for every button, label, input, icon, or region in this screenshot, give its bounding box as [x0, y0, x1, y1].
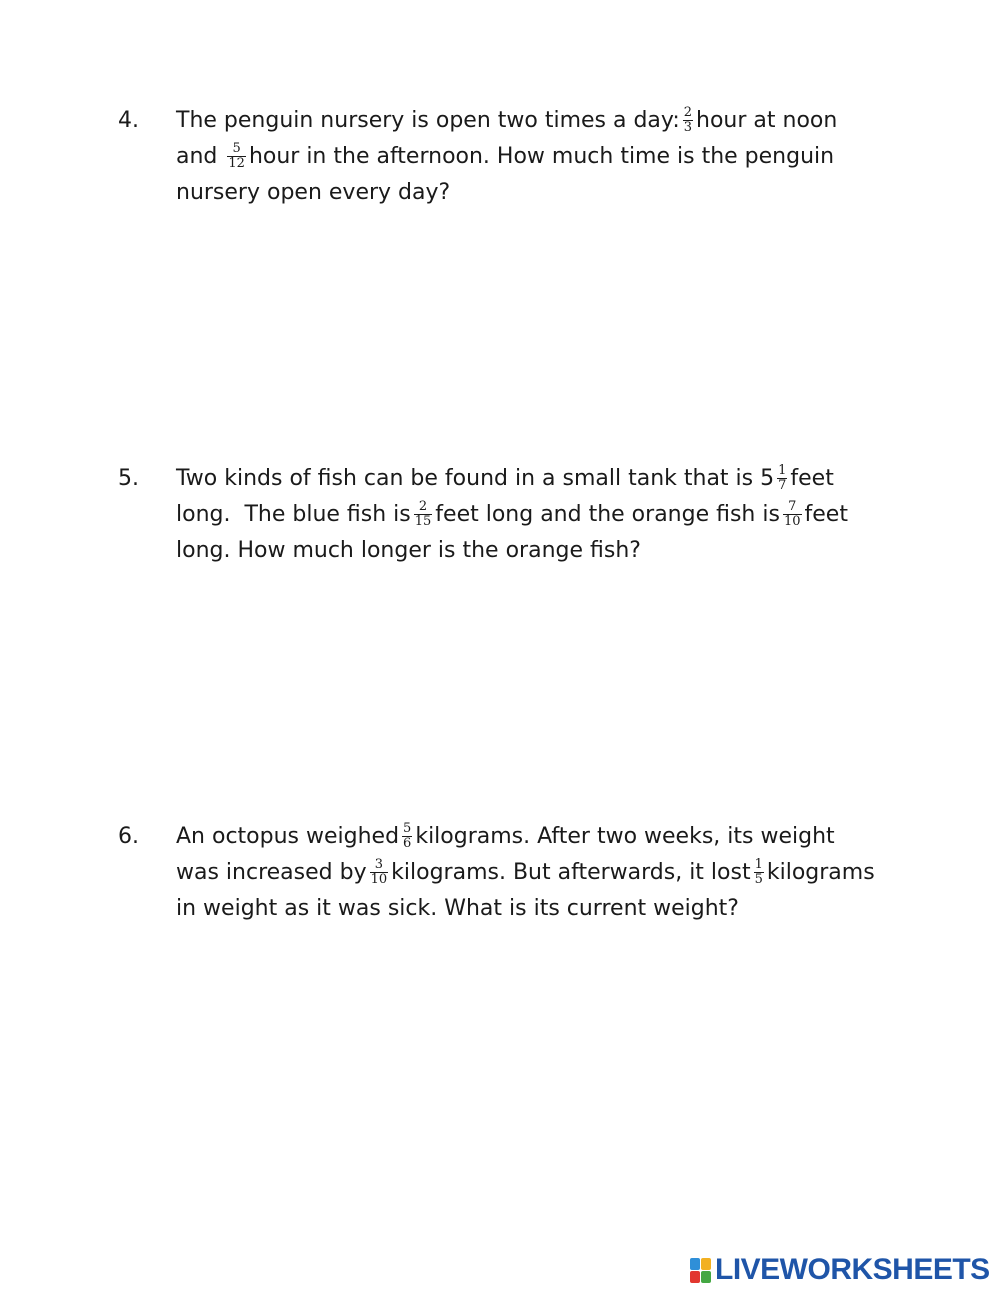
- text-segment: and: [176, 144, 218, 169]
- liveworksheets-logo: [690, 1255, 990, 1285]
- fraction: [227, 142, 246, 171]
- denominator: 3: [683, 119, 693, 135]
- fraction: [754, 858, 764, 887]
- text-segment: hour in the afternoon. How much time is the penguin: [248, 144, 835, 169]
- text-segment: feet long and the orange fish is: [435, 502, 780, 527]
- text-segment: was increased by: [176, 860, 367, 885]
- text-segment: kilograms. But afterwards, it lost: [391, 860, 751, 885]
- fraction: [402, 822, 412, 851]
- logo-tile: [690, 1271, 700, 1283]
- text-segment: nursery open every day?: [176, 180, 451, 205]
- fraction: [783, 500, 802, 529]
- fraction: [777, 464, 787, 493]
- logo-mark-icon: [690, 1258, 711, 1283]
- numerator: 1: [778, 462, 787, 478]
- fraction: [414, 500, 433, 529]
- numerator: 2: [414, 500, 433, 515]
- denominator: 5: [754, 871, 763, 887]
- denominator: 12: [228, 155, 245, 171]
- numerator: 5: [403, 820, 412, 836]
- text-segment: kilograms: [766, 860, 875, 885]
- fraction: [370, 858, 389, 887]
- text-segment: kilograms. After two weeks, its weight: [415, 824, 835, 849]
- numerator: 5: [227, 142, 246, 157]
- question-text: [176, 461, 896, 569]
- text-segment: An octopus weighed: [176, 824, 400, 849]
- numerator: 7: [783, 500, 802, 515]
- numerator: 1: [754, 856, 763, 872]
- logo-tile: [701, 1258, 711, 1270]
- question-text: [176, 103, 896, 211]
- text-segment: Two kinds of fish can be found in a small tank that is 5: [176, 466, 775, 491]
- logo-tile: [690, 1258, 700, 1270]
- numerator: 3: [370, 858, 389, 873]
- question-number: 6.: [118, 824, 139, 849]
- text-segment: hour at noon: [696, 108, 838, 133]
- text-segment: The penguin nursery is open two times a day:: [176, 108, 680, 133]
- denominator: 10: [370, 871, 388, 887]
- text-segment: feet: [790, 466, 834, 491]
- question-text: [176, 819, 896, 927]
- denominator: 7: [778, 477, 787, 493]
- fraction: [683, 106, 693, 135]
- text-segment: feet: [804, 502, 848, 527]
- denominator: 15: [414, 513, 432, 529]
- denominator: 6: [403, 835, 412, 851]
- denominator: 10: [783, 513, 801, 529]
- numerator: 2: [683, 104, 693, 120]
- logo-text: LIVEWORKSHEETS: [715, 1253, 990, 1286]
- text-segment: in weight as it was sick. What is its current weight?: [176, 896, 739, 921]
- question-number: 5.: [118, 466, 139, 491]
- text-segment: long. How much longer is the orange fish?: [176, 538, 641, 563]
- logo-tile: [701, 1271, 711, 1283]
- question-number: 4.: [118, 108, 139, 133]
- text-segment: long. The blue fish is: [176, 502, 411, 527]
